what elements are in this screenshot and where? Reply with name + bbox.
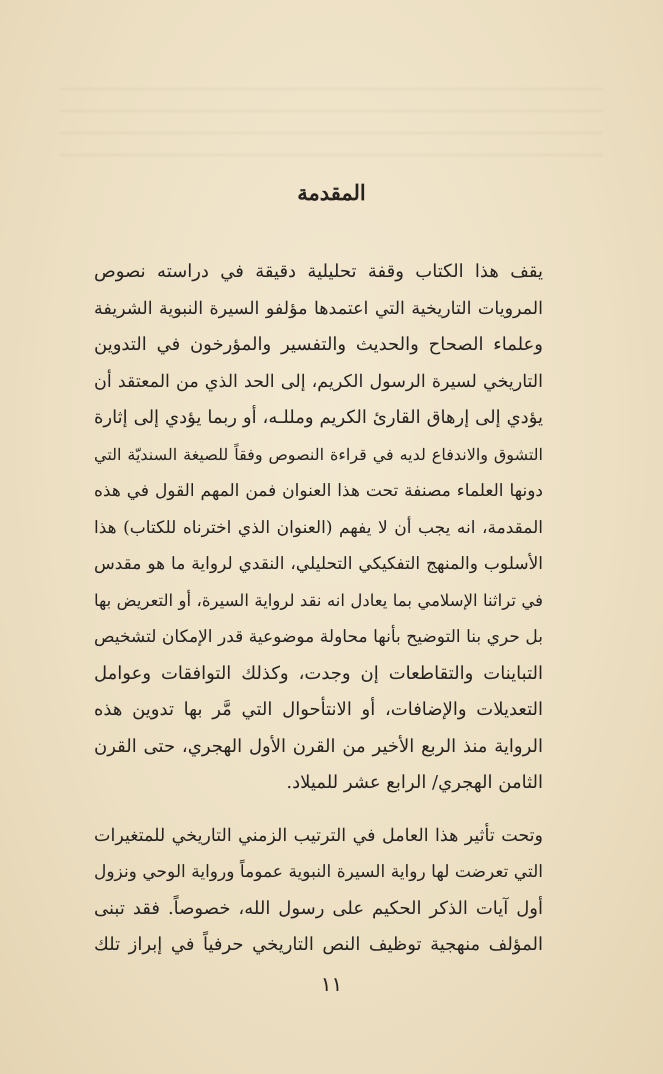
text-line: يقف هذا الكتاب وقفة تحليلية دقيقة في دراسته نصوص: [94, 261, 543, 282]
text-line: التعديلات والإضافات، أو الانتأحوال التي مَّر بها تدوين هذه: [94, 699, 543, 720]
text-line: بل حري بنا التوضيح بأنها محاولة موضوعية قدر الإمكان لتشخيص: [94, 627, 543, 647]
text-line: التشوق والاندفاع لديه في قراءة النصوص وفقاً للصيغة السنديّة التي: [94, 444, 543, 464]
text-line: التاريخي لسيرة الرسول الكريم، إلى الحد الذي من المعتقد أن: [94, 371, 543, 392]
text-line: التباينات والتقاطعات إن وجدت، وكذلك التوافقات وعوامل: [94, 662, 543, 684]
text-line: الرواية منذ الربع الأخير من القرن الأول الهجري، حتى القرن: [94, 735, 543, 757]
text-line: المقدمة، انه يجب أن لا يفهم (العنوان الذي اخترناه للكتاب) هذا: [94, 517, 543, 538]
text-line: المرويات التاريخية التي اعتمدها مؤلفو السيرة النبوية الشريفة: [94, 298, 543, 319]
text-line: التي تعرضت لها رواية السيرة النبوية عموماً ورواية الوحي ونزول: [94, 862, 543, 882]
text-line: الأسلوب والمنهج التفكيكي التحليلي، النقدي لرواية ما هو مقدس: [94, 554, 543, 574]
text-line: أول آيات الذكر الحكيم على رسول الله، خصوصاً. فقد تبنى: [94, 897, 543, 919]
page-number: ١١: [320, 972, 343, 996]
paragraph-2: [94, 818, 543, 964]
paragraph-1: [94, 254, 543, 802]
show-through-text: [60, 88, 603, 158]
body-text: [94, 254, 543, 964]
page-title: المقدمة: [297, 180, 366, 205]
text-line: الثامن الهجري/ الرابع عشر للميلاد.: [286, 772, 543, 793]
text-line: المؤلف منهجية توظيف النص التاريخي حرفياً في إبراز تلك: [94, 934, 543, 955]
text-line: وتحت تأثير هذا العامل في الترتيب الزمني التاريخي للمتغيرات: [94, 825, 543, 846]
text-line: في تراثنا الإسلامي بما يعادل انه نقد لرواية السيرة، أو التعريض بها: [94, 590, 543, 610]
text-line: دونها العلماء مصنفة تحت هذا العنوان فمن المهم القول في هذه: [94, 481, 543, 501]
text-line: يؤدي إلى إرهاق القارئ الكريم ومللـه، أو ربما يؤدي إلى إثارة: [94, 407, 543, 428]
text-line: وعلماء الصحاح والحديث والتفسير والمؤرخون في التدوين: [94, 334, 543, 355]
